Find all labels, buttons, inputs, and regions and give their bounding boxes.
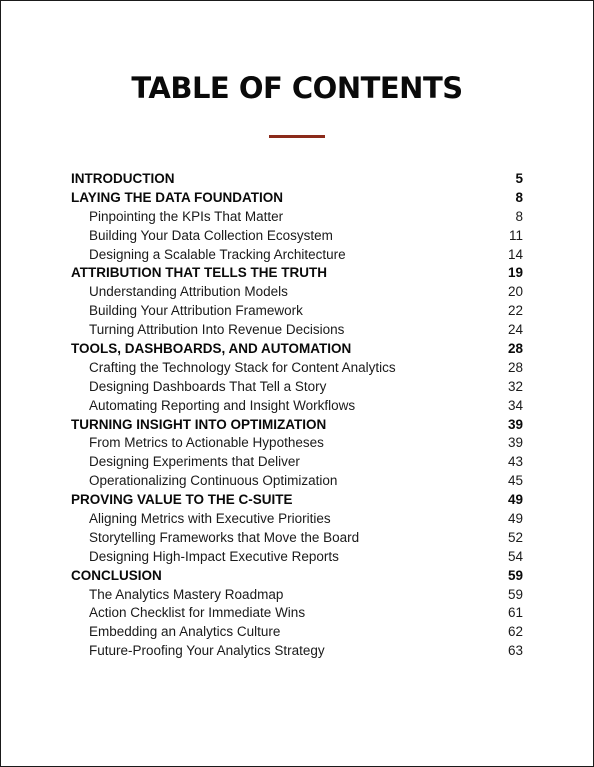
toc-section-entry bbox=[71, 245, 523, 264]
toc-entry-title: TOOLS, DASHBOARDS, AND AUTOMATION bbox=[71, 340, 352, 356]
toc-entry-page-number: 8 bbox=[515, 208, 523, 224]
toc-entry-title: PROVING VALUE TO THE C-SUITE bbox=[71, 492, 293, 508]
toc-entry-page-number: 24 bbox=[507, 322, 523, 338]
toc-chapter-entry bbox=[71, 169, 523, 188]
toc-section-entry bbox=[71, 358, 523, 377]
toc-entry-title: Pinpointing the KPIs That Matter bbox=[89, 208, 284, 224]
toc-entry-page-number: 52 bbox=[507, 529, 523, 545]
toc-section-entry bbox=[71, 547, 523, 566]
toc-entry-title: Crafting the Technology Stack for Content Analytics bbox=[89, 359, 396, 375]
toc-entry-page-number: 43 bbox=[507, 454, 523, 470]
toc-entry-page-number: 20 bbox=[507, 284, 523, 300]
toc-section-entry bbox=[71, 320, 523, 339]
toc-section-entry bbox=[71, 226, 523, 245]
toc-entry-title: Storytelling Frameworks that Move the Board bbox=[89, 529, 360, 545]
toc-entry-page-number: 62 bbox=[507, 624, 523, 640]
toc-entry-title: Designing High-Impact Executive Reports bbox=[89, 548, 339, 564]
toc-entry-page-number: 28 bbox=[507, 340, 523, 356]
toc-entry-title: ATTRIBUTION THAT TELLS THE TRUTH bbox=[71, 265, 327, 281]
toc-entry-page-number: 19 bbox=[507, 265, 523, 281]
toc-entry-title: Future-Proofing Your Analytics Strategy bbox=[89, 643, 325, 659]
toc-entry-title: Building Your Data Collection Ecosystem bbox=[89, 227, 333, 243]
toc-entry-title: Designing a Scalable Tracking Architecture bbox=[89, 246, 346, 262]
toc-section-entry bbox=[71, 301, 523, 320]
toc-entry-page-number: 59 bbox=[507, 586, 523, 602]
toc-entry-page-number: 14 bbox=[507, 246, 523, 262]
toc-section-entry bbox=[71, 528, 523, 547]
toc-section-entry bbox=[71, 471, 523, 490]
toc-entry-page-number: 8 bbox=[515, 189, 523, 205]
toc-chapter-entry bbox=[71, 490, 523, 509]
toc-section-entry bbox=[71, 282, 523, 301]
toc-entry-title: INTRODUCTION bbox=[71, 170, 175, 186]
toc-chapter-entry bbox=[71, 188, 523, 207]
toc-entry-title: Building Your Attribution Framework bbox=[89, 303, 303, 319]
toc-entry-page-number: 49 bbox=[507, 492, 523, 508]
page-title: TABLE OF CONTENTS bbox=[131, 71, 463, 105]
toc-entry-page-number: 45 bbox=[507, 473, 523, 489]
toc-entry-title: CONCLUSION bbox=[71, 567, 162, 583]
toc-entry-page-number: 63 bbox=[507, 643, 523, 659]
toc-section-entry bbox=[71, 452, 523, 471]
toc-section-entry bbox=[71, 509, 523, 528]
toc-section-entry bbox=[71, 396, 523, 415]
toc-entry-title: Designing Experiments that Deliver bbox=[89, 454, 300, 470]
toc-entry-title: From Metrics to Actionable Hypotheses bbox=[89, 435, 324, 451]
toc-entry-title: Embedding an Analytics Culture bbox=[89, 624, 281, 640]
toc-entry-page-number: 39 bbox=[507, 416, 523, 432]
toc-entry-title: Designing Dashboards That Tell a Story bbox=[89, 378, 327, 394]
toc-entry-page-number: 49 bbox=[507, 510, 523, 526]
toc-entry-title: Aligning Metrics with Executive Priorities bbox=[89, 510, 331, 526]
toc-section-entry bbox=[71, 377, 523, 396]
toc-entry-title: Automating Reporting and Insight Workflows bbox=[89, 397, 356, 413]
toc-entry-page-number: 32 bbox=[507, 378, 523, 394]
toc-entry-title: Operationalizing Continuous Optimization bbox=[89, 473, 338, 489]
toc-entry-title: Understanding Attribution Models bbox=[89, 284, 288, 300]
toc-entry-page-number: 5 bbox=[515, 170, 523, 186]
toc-entry-page-number: 28 bbox=[507, 359, 523, 375]
toc-section-entry bbox=[71, 207, 523, 226]
toc-chapter-entry bbox=[71, 415, 523, 434]
toc-entry-page-number: 22 bbox=[507, 303, 523, 319]
toc-section-entry bbox=[71, 622, 523, 641]
toc-entry-title: The Analytics Mastery Roadmap bbox=[89, 586, 284, 602]
toc-entry-title: Turning Attribution Into Revenue Decisions bbox=[89, 322, 345, 338]
toc-section-entry bbox=[71, 433, 523, 452]
toc-section-entry bbox=[71, 585, 523, 604]
toc-entry-page-number: 54 bbox=[507, 548, 523, 564]
toc-entry-page-number: 59 bbox=[507, 567, 523, 583]
toc-chapter-entry bbox=[71, 263, 523, 282]
toc-entry-page-number: 39 bbox=[507, 435, 523, 451]
title-underline-rule bbox=[269, 135, 325, 138]
toc-section-entry bbox=[71, 641, 523, 660]
toc-entry-page-number: 11 bbox=[508, 227, 523, 243]
toc-entry-page-number: 34 bbox=[507, 397, 523, 413]
toc-chapter-entry bbox=[71, 566, 523, 585]
toc-section-entry bbox=[71, 603, 523, 622]
toc-list bbox=[71, 169, 523, 660]
toc-entry-page-number: 61 bbox=[507, 605, 523, 621]
toc-entry-title: Action Checklist for Immediate Wins bbox=[89, 605, 306, 621]
toc-chapter-entry bbox=[71, 339, 523, 358]
toc-entry-title: TURNING INSIGHT INTO OPTIMIZATION bbox=[71, 416, 327, 432]
toc-entry-title: LAYING THE DATA FOUNDATION bbox=[71, 189, 283, 205]
